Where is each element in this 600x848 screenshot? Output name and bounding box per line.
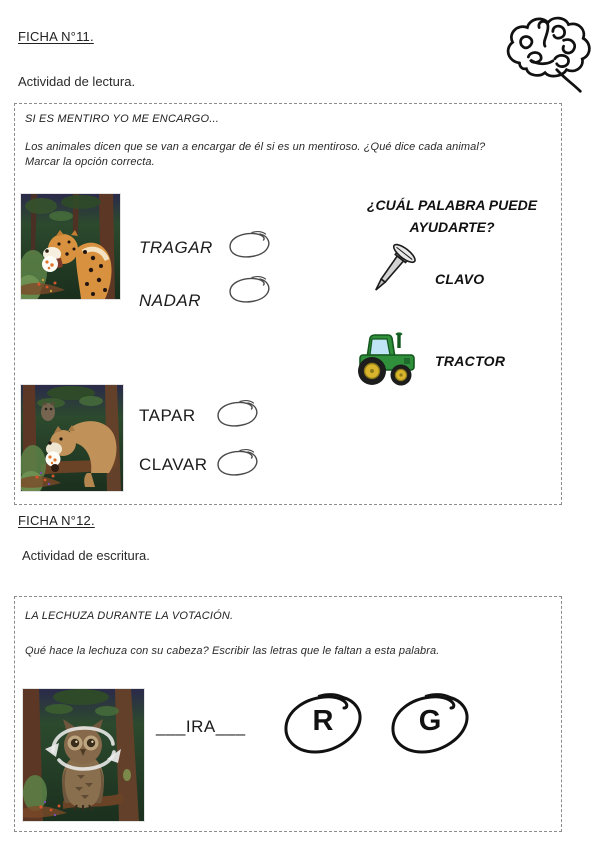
help-title: ¿CUÁL PALABRA PUEDE AYUDARTE? <box>366 197 538 235</box>
ficha-12-title: FICHA N°12. <box>18 513 95 528</box>
box2-heading: LA LECHUZA DURANTE LA VOTACIÓN. <box>25 610 234 622</box>
word-blank[interactable]: ___IRA___ <box>156 717 246 736</box>
tractor-icon <box>352 325 419 387</box>
box1-heading: SI ES MENTIRO YO ME ENCARGO... <box>25 113 220 125</box>
owl-turning-head-image <box>23 689 144 821</box>
hand-drawn-circle-icon <box>226 229 273 262</box>
puma-jungle-image <box>21 385 123 491</box>
answer-circle-tapar[interactable] <box>214 398 261 431</box>
jaguar-jungle-image <box>21 194 120 299</box>
answer-circle-clavar[interactable] <box>214 447 261 480</box>
letter-g-label: G <box>418 705 442 737</box>
letter-r-label: R <box>312 705 334 737</box>
hand-drawn-circle-icon <box>226 274 273 307</box>
hand-drawn-circle-icon <box>214 398 261 431</box>
letter-option-g[interactable] <box>386 691 474 759</box>
option-label-tragar: TRAGAR <box>139 238 213 257</box>
option-label-nadar: NADAR <box>139 291 202 310</box>
box1-instructions-line2: Marcar la opción correcta. <box>25 156 155 168</box>
reading-activity-box <box>14 103 562 505</box>
help-label-tractor: TRACTOR <box>435 353 506 369</box>
ficha-12-subtitle: Actividad de escritura. <box>22 548 150 563</box>
ficha-11-subtitle: Actividad de lectura. <box>18 74 136 89</box>
brain-doodle-icon <box>496 13 594 97</box>
help-label-clavo: CLAVO <box>435 271 485 287</box>
option-label-clavar: CLAVAR <box>139 455 208 474</box>
option-label-tapar: TAPAR <box>139 406 196 425</box>
box1-instructions-line1: Los animales dicen que se van a encargar de él si es un mentiroso. ¿Qué dice cada animal? <box>25 141 486 153</box>
ficha-11-title: FICHA N°11. <box>18 29 94 44</box>
answer-circle-nadar[interactable] <box>226 274 273 307</box>
nail-icon <box>365 242 421 304</box>
writing-activity-box <box>14 596 562 832</box>
hand-drawn-circle-icon <box>214 447 261 480</box>
box2-instructions: Qué hace la lechuza con su cabeza? Escribir las letras que le faltan a esta palabra. <box>25 645 440 657</box>
letter-option-r[interactable] <box>279 691 367 759</box>
answer-circle-tragar[interactable] <box>226 229 273 262</box>
